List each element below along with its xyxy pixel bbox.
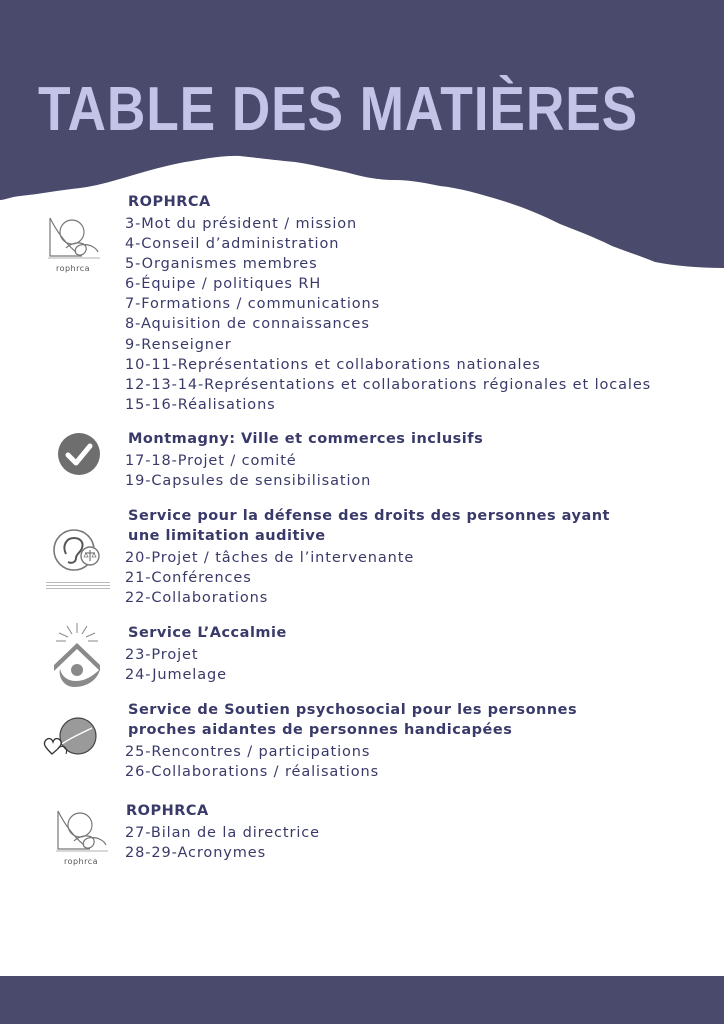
- toc-entry[interactable]: 15-16-Réalisations: [125, 396, 276, 413]
- section-title-line-1: Service pour la défense des droits des personnes ayant: [128, 508, 610, 524]
- section-title: Montmagny: Ville et commerces inclusifs: [128, 431, 484, 447]
- toc-entry[interactable]: 27-Bilan de la directrice: [125, 825, 320, 841]
- toc-entry-list: [125, 548, 414, 608]
- section-title-line-2: une limitation auditive: [128, 528, 326, 544]
- toc-entry[interactable]: 10-11-Représentations et collaborations nationales: [125, 356, 541, 373]
- toc-entry[interactable]: 5-Organismes membres: [125, 256, 318, 273]
- toc-entry[interactable]: 23-Projet: [125, 647, 199, 663]
- toc-entry[interactable]: 9-Renseigner: [125, 336, 232, 353]
- rophrca-logo-mark: [50, 805, 112, 857]
- heart-circle-icon: [40, 714, 102, 764]
- toc-entry-list: [125, 214, 651, 415]
- footer-bar: [0, 976, 724, 1024]
- hearing-justice-icon: [46, 526, 110, 590]
- page-title: TABLE DES MATIÈRES: [38, 75, 639, 144]
- toc-entry-list: [125, 645, 227, 685]
- toc-entry-list: [125, 451, 371, 491]
- toc-entry[interactable]: 24-Jumelage: [125, 667, 227, 684]
- toc-entry[interactable]: 7-Formations / communications: [125, 296, 381, 313]
- section-title-line-1: Service de Soutien psychosocial pour les personnes: [128, 702, 578, 718]
- toc-entry[interactable]: 8-Aquisition de connaissances: [125, 316, 370, 333]
- house-sun-icon: [50, 623, 104, 691]
- toc-entry[interactable]: 25-Rencontres / participations: [125, 744, 371, 760]
- toc-entry[interactable]: 17-18-Projet / comité: [125, 453, 297, 469]
- logo-fine-print: [46, 580, 110, 591]
- section-title-line-2: proches aidantes de personnes handicapées: [128, 722, 513, 738]
- toc-entry[interactable]: 4-Conseil d’administration: [125, 236, 340, 253]
- toc-entry-list: [125, 823, 320, 863]
- section-title: ROPHRCA: [126, 803, 209, 819]
- toc-entry[interactable]: 12-13-14-Représentations et collaborations régionales et locales: [125, 376, 652, 393]
- toc-entry-list: [125, 742, 379, 782]
- toc-entry[interactable]: 19-Capsules de sensibilisation: [125, 473, 372, 490]
- toc-entry[interactable]: 28-29-Acronymes: [125, 845, 267, 862]
- checkmark-circle-icon: [57, 432, 101, 476]
- rophrca-logo: [42, 212, 104, 274]
- rophrca-logo: [50, 805, 112, 867]
- toc-entry[interactable]: 20-Projet / tâches de l’intervenante: [125, 550, 415, 566]
- rophrca-logo-mark: [42, 212, 104, 264]
- section-title: Service L’Accalmie: [128, 625, 287, 641]
- rophrca-logo-text: rophrca: [55, 264, 91, 273]
- toc-entry[interactable]: 26-Collaborations / réalisations: [125, 764, 380, 781]
- toc-entry[interactable]: 6-Équipe / politiques RH: [125, 276, 322, 293]
- toc-entry[interactable]: 3-Mot du président / mission: [125, 216, 358, 232]
- sun-rays: [56, 623, 98, 641]
- rophrca-logo-text: rophrca: [63, 857, 99, 866]
- toc-entry[interactable]: 21-Conférences: [125, 570, 252, 587]
- toc-entry[interactable]: 22-Collaborations: [125, 590, 269, 607]
- section-title: ROPHRCA: [128, 194, 211, 210]
